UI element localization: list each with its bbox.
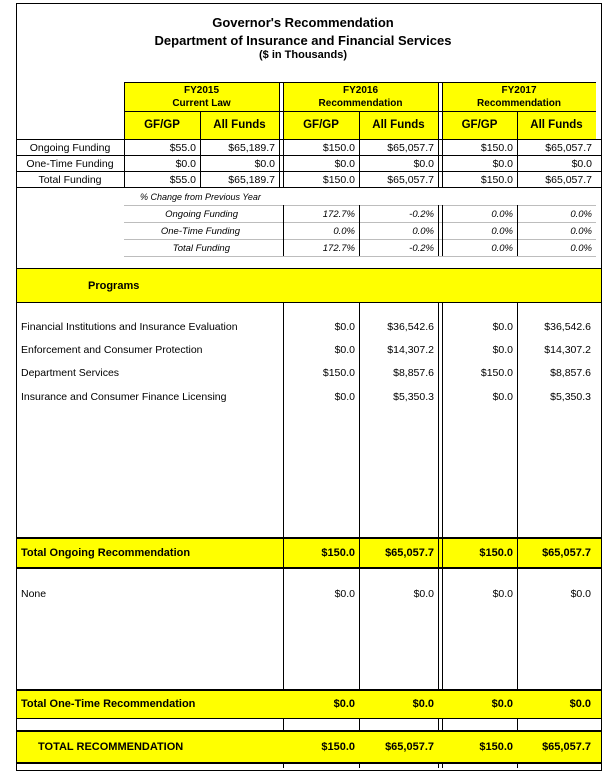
programs-heading: Programs	[88, 280, 140, 292]
fy2016-gfgp-value: $150.0	[322, 367, 355, 379]
fy2017-gfgp-pct: 0.0%	[491, 226, 513, 237]
fy2016-gfgp-value: $0.0	[334, 391, 355, 403]
fy2016-all-value: $65,057.7	[385, 741, 434, 753]
onetime-label: None	[21, 588, 47, 600]
fy2016-gfgp-value: $0.0	[334, 588, 355, 600]
fy2016-all-value: $65,057.7	[387, 142, 434, 154]
fy2016-all-value: $36,542.6	[387, 321, 434, 333]
fy2017-all-value: $65,057.7	[545, 174, 592, 186]
fy2017-all-value: $65,057.7	[542, 741, 591, 753]
fy2016-gfgp-value: $0.0	[334, 158, 355, 170]
pct-label: Total Funding	[172, 243, 230, 254]
fy2017-gfgp-pct: 0.0%	[491, 209, 513, 220]
fy2016-all-value: $0.0	[413, 158, 434, 170]
program-label: Financial Institutions and Insurance Evaluation	[21, 321, 238, 333]
fy2016-all-value: $0.0	[413, 588, 434, 600]
fy2016-gfgp-value: $0.0	[334, 344, 355, 356]
fy2017-all-value: $65,057.7	[545, 142, 592, 154]
fy2016-year: FY2016	[342, 85, 379, 96]
fy2016-all-value: $8,857.6	[393, 367, 434, 379]
fy2017-gfgp-value: $150.0	[479, 741, 513, 753]
total-ongoing-label: Total Ongoing Recommendation	[21, 547, 191, 559]
fy2016-all-value: $0.0	[412, 698, 434, 710]
fy2017-gfgp-value: $0.0	[492, 321, 513, 333]
fy2016-all-pct: -0.2%	[409, 243, 434, 254]
fy2017-all-header: All Funds	[530, 119, 583, 131]
fy2017-gfgp-value: $0.0	[492, 344, 513, 356]
fy2017-gfgp-value: $150.0	[480, 142, 513, 154]
fy2015-gfgp-header: GF/GP	[144, 119, 180, 131]
fy2017-all-value: $65,057.7	[542, 547, 591, 559]
fy2016-all-pct: -0.2%	[409, 209, 434, 220]
fy2016-all-header: All Funds	[372, 119, 425, 131]
fy2016-gfgp-pct: 172.7%	[322, 209, 355, 220]
fy2017-gfgp-value: $150.0	[480, 174, 513, 186]
fy2017-gfgp-value: $0.0	[491, 698, 513, 710]
fy2016-type: Recommendation	[318, 98, 403, 109]
fy2015-gfgp-value: $55.0	[169, 174, 196, 186]
fy2016-all-value: $14,307.2	[387, 344, 434, 356]
fy2015-type: Current Law	[172, 98, 231, 109]
fy2017-all-pct: 0.0%	[570, 209, 592, 220]
fy2017-gfgp-value: $150.0	[479, 547, 513, 559]
program-label: Insurance and Consumer Finance Licensing	[21, 391, 227, 403]
page-title: Governor's Recommendation	[212, 15, 394, 30]
pct-change-heading: % Change from Previous Year	[140, 192, 261, 202]
fy2016-gfgp-value: $0.0	[333, 698, 355, 710]
program-label: Department Services	[21, 367, 120, 379]
total-onetime-label: Total One-Time Recommendation	[21, 698, 196, 710]
fy2017-all-value: $0.0	[570, 588, 591, 600]
fy2015-all-value: $65,189.7	[228, 142, 275, 154]
fy2016-gfgp-value: $150.0	[322, 174, 355, 186]
fy2017-all-value: $5,350.3	[550, 391, 591, 403]
fy2015-gfgp-value: $0.0	[175, 158, 196, 170]
program-label: Enforcement and Consumer Protection	[21, 344, 203, 356]
fy2017-all-value: $0.0	[569, 698, 591, 710]
fy2016-gfgp-value: $150.0	[321, 547, 355, 559]
fy2017-gfgp-value: $0.0	[492, 158, 513, 170]
fy2017-type: Recommendation	[477, 98, 561, 109]
page-subtitle: Department of Insurance and Financial Services	[154, 33, 452, 48]
fy2017-gfgp-value: $150.0	[480, 367, 513, 379]
fy2016-gfgp-value: $0.0	[334, 321, 355, 333]
fy2017-gfgp-value: $0.0	[492, 588, 513, 600]
fy2017-all-pct: 0.0%	[570, 226, 592, 237]
fy2016-gfgp-pct: 172.7%	[322, 243, 355, 254]
fy2017-all-value: $14,307.2	[544, 344, 591, 356]
fy2016-gfgp-value: $150.0	[321, 741, 355, 753]
fy2017-year: FY2017	[501, 85, 537, 96]
fy2015-year: FY2015	[183, 85, 220, 96]
units-note: ($ in Thousands)	[259, 49, 347, 61]
fy2017-gfgp-value: $0.0	[492, 391, 513, 403]
fy2015-all-header: All Funds	[213, 119, 266, 131]
fy2017-gfgp-header: GF/GP	[461, 119, 498, 131]
fy2017-all-pct: 0.0%	[570, 243, 592, 254]
fy2016-all-pct: 0.0%	[412, 226, 434, 237]
pct-label: Ongoing Funding	[165, 209, 238, 220]
fy2016-all-value: $5,350.3	[393, 391, 434, 403]
pct-label: One-Time Funding	[160, 226, 240, 237]
fy2017-all-value: $36,542.6	[544, 321, 591, 333]
fy2016-gfgp-pct: 0.0%	[333, 226, 355, 237]
funding-label: Ongoing Funding	[29, 142, 111, 154]
fy2016-gfgp-value: $150.0	[322, 142, 355, 154]
fy2017-all-value: $8,857.6	[550, 367, 591, 379]
fy2016-all-value: $65,057.7	[385, 547, 434, 559]
fy2015-all-value: $65,189.7	[228, 174, 275, 186]
fy2017-all-value: $0.0	[571, 158, 592, 170]
fy2015-gfgp-value: $55.0	[169, 142, 196, 154]
fy2015-all-value: $0.0	[254, 158, 275, 170]
fy2017-gfgp-pct: 0.0%	[491, 243, 513, 254]
total-label: TOTAL RECOMMENDATION	[38, 741, 184, 753]
fy2016-gfgp-header: GF/GP	[303, 119, 339, 131]
fy2016-all-value: $65,057.7	[387, 174, 434, 186]
funding-label: Total Funding	[38, 174, 102, 186]
funding-label: One-Time Funding	[26, 158, 114, 170]
